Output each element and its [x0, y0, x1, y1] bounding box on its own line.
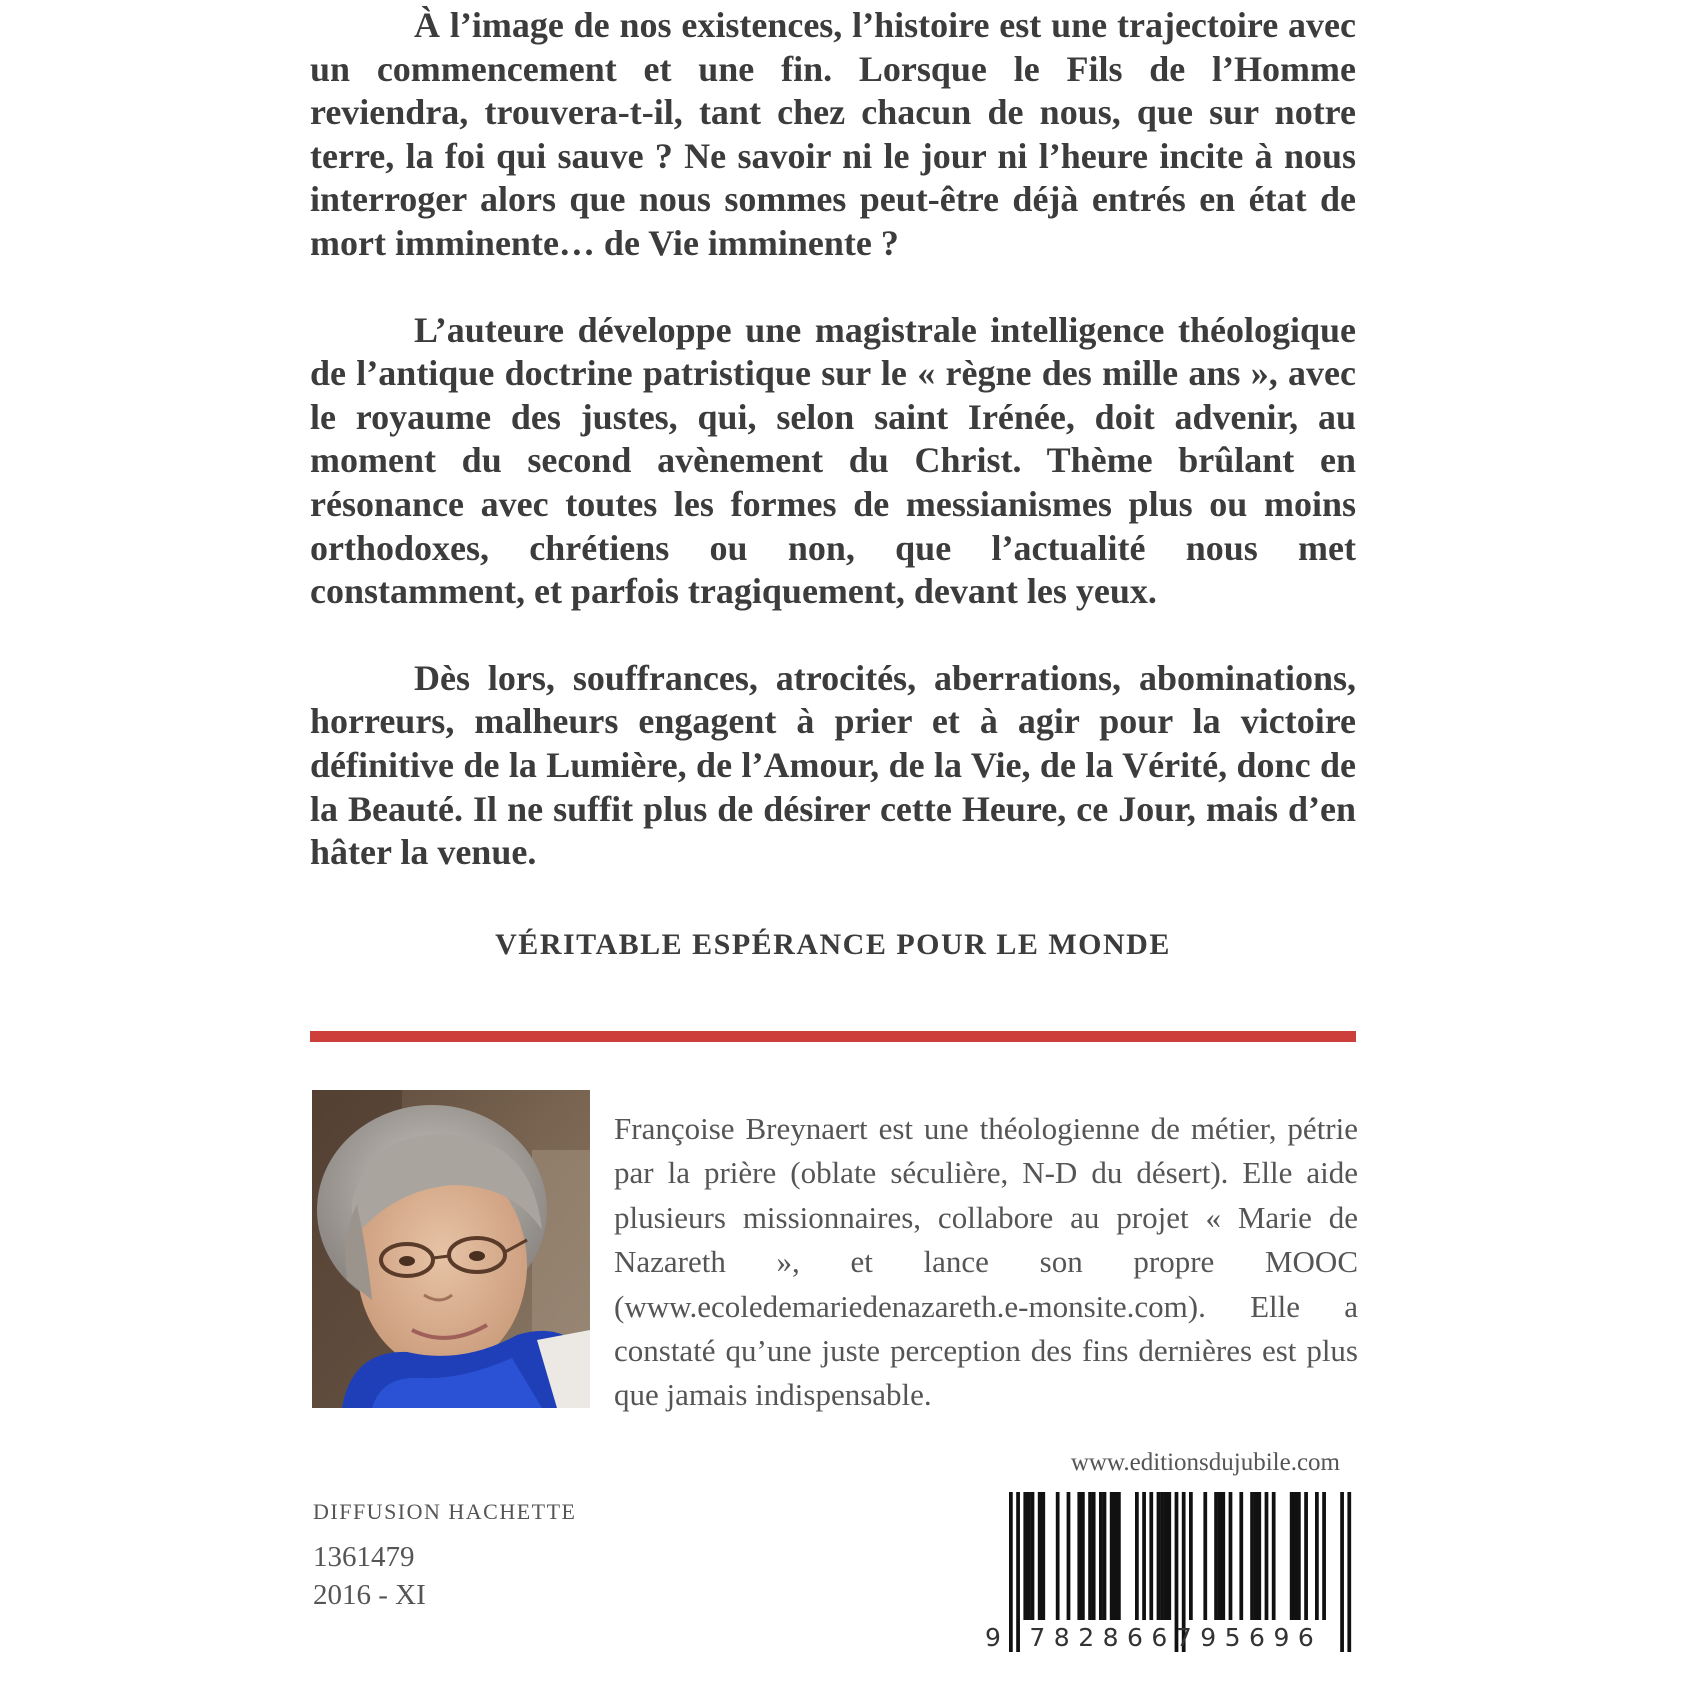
barcode-bar — [1157, 1492, 1161, 1620]
barcode-bar — [1027, 1492, 1031, 1620]
barcode-bar — [1254, 1492, 1258, 1620]
barcode-bar — [1067, 1492, 1071, 1620]
barcode-bar — [1099, 1492, 1103, 1620]
barcode-bar — [1117, 1492, 1121, 1620]
barcode-bar — [1135, 1492, 1139, 1620]
barcode-first-digit: 9 — [985, 1623, 1010, 1652]
barcode-bar — [1113, 1492, 1117, 1620]
blurb-paragraph-3: Dès lors, souffrances, atrocités, aberrations, abominations, horreurs, malheurs engagent à prier et à agir pour la victoire définitive de la Lumière, de l’Amour, de la Vie, de la Vérité, donc de la Beauté. Il ne suffit plus de désirer cette Heure, ce Jour, mais d’en hâter la venue. — [310, 657, 1356, 873]
barcode-bar — [1203, 1492, 1207, 1620]
edition-code: 2016 - XI — [313, 1579, 426, 1611]
barcode-bar — [1149, 1492, 1153, 1620]
barcode-bar — [1056, 1492, 1060, 1620]
product-code: 1361479 — [313, 1541, 415, 1573]
author-photo — [312, 1090, 590, 1408]
barcode-bar — [1167, 1492, 1171, 1620]
barcode-bar — [1218, 1492, 1222, 1620]
barcode-bar — [1103, 1492, 1107, 1620]
barcode-bar — [1293, 1492, 1297, 1620]
blurb-paragraph-1: À l’image de nos existences, l’histoire est une trajectoire avec un commencement et une fin. Lorsque le Fils de l’Homme reviendra, trouvera-t-il, tant chez chacun de nous, que sur notre terre, la foi qui sauve ? Ne savoir ni le jour ni l’heure incite à nous interroger alors que nous sommes peut-être déjà entrés en état de mort imminente… de Vie imminente ? — [310, 5, 1356, 263]
barcode-bar — [1160, 1492, 1164, 1620]
blurb-paragraph-2: L’auteure développe une magistrale intelligence théologique de l’antique doctrine patristique sur le « règne des mille ans », avec le royaume des justes, qui, selon saint Irénée, doit advenir, au moment du second avènement du Christ. Thème brûlant en résonance avec toutes les formes de messianismes plus ou moins orthodoxes, chrétiens ou non, que l’actualité nous met constamment, et parfois tragiquement, devant les yeux. — [310, 309, 1356, 612]
barcode-bar — [1297, 1492, 1301, 1620]
barcode-bar — [1229, 1492, 1233, 1620]
barcode-bar — [1221, 1492, 1225, 1620]
back-cover-blurb — [310, 0, 1356, 875]
barcode-bar — [1092, 1492, 1096, 1620]
barcode-bar — [1290, 1492, 1294, 1620]
barcode-bar — [1041, 1492, 1045, 1620]
tagline: VÉRITABLE ESPÉRANCE POUR LE MONDE — [495, 928, 1171, 961]
distribution-label: DIFFUSION HACHETTE — [313, 1499, 577, 1524]
barcode-digits — [985, 1623, 1355, 1652]
barcode-bar — [1272, 1492, 1276, 1620]
barcode-bar — [1322, 1492, 1326, 1620]
barcode-bar — [1142, 1492, 1146, 1620]
barcode-bar — [1031, 1492, 1035, 1620]
barcode-bar — [1038, 1492, 1042, 1620]
author-bio: Françoise Breynaert est une théologienne de métier, pétrie par la prière (oblate séculière, N-D du désert). Elle aide plusieurs missionnaires, collabore au projet « Marie de Nazareth », et lance son propre MOOC (www.ecoledemariedenazareth.e-monsite.com). Elle a constaté qu’une juste perception des fins dernières est plus que jamais indispensable. — [614, 1111, 1358, 1413]
red-divider — [310, 1031, 1356, 1042]
barcode-number: 782866795696 — [1029, 1623, 1323, 1652]
barcode-bar — [1088, 1492, 1092, 1620]
barcode-bar — [1304, 1492, 1308, 1620]
barcode-bar — [1110, 1492, 1114, 1620]
barcode-bar — [1257, 1492, 1261, 1620]
barcode-bar — [1189, 1492, 1193, 1620]
barcode-bar — [1023, 1492, 1027, 1620]
barcode-bar — [1077, 1492, 1081, 1620]
barcode-bar — [1265, 1492, 1269, 1620]
barcode-bar — [1081, 1492, 1085, 1620]
barcode-bar — [1250, 1492, 1254, 1620]
barcode-bar — [1315, 1492, 1319, 1620]
barcode-bar — [1164, 1492, 1168, 1620]
barcode-bar — [1239, 1492, 1243, 1620]
barcode-bar — [1214, 1492, 1218, 1620]
publisher-website: www.editionsdujubile.com — [1070, 1449, 1340, 1476]
